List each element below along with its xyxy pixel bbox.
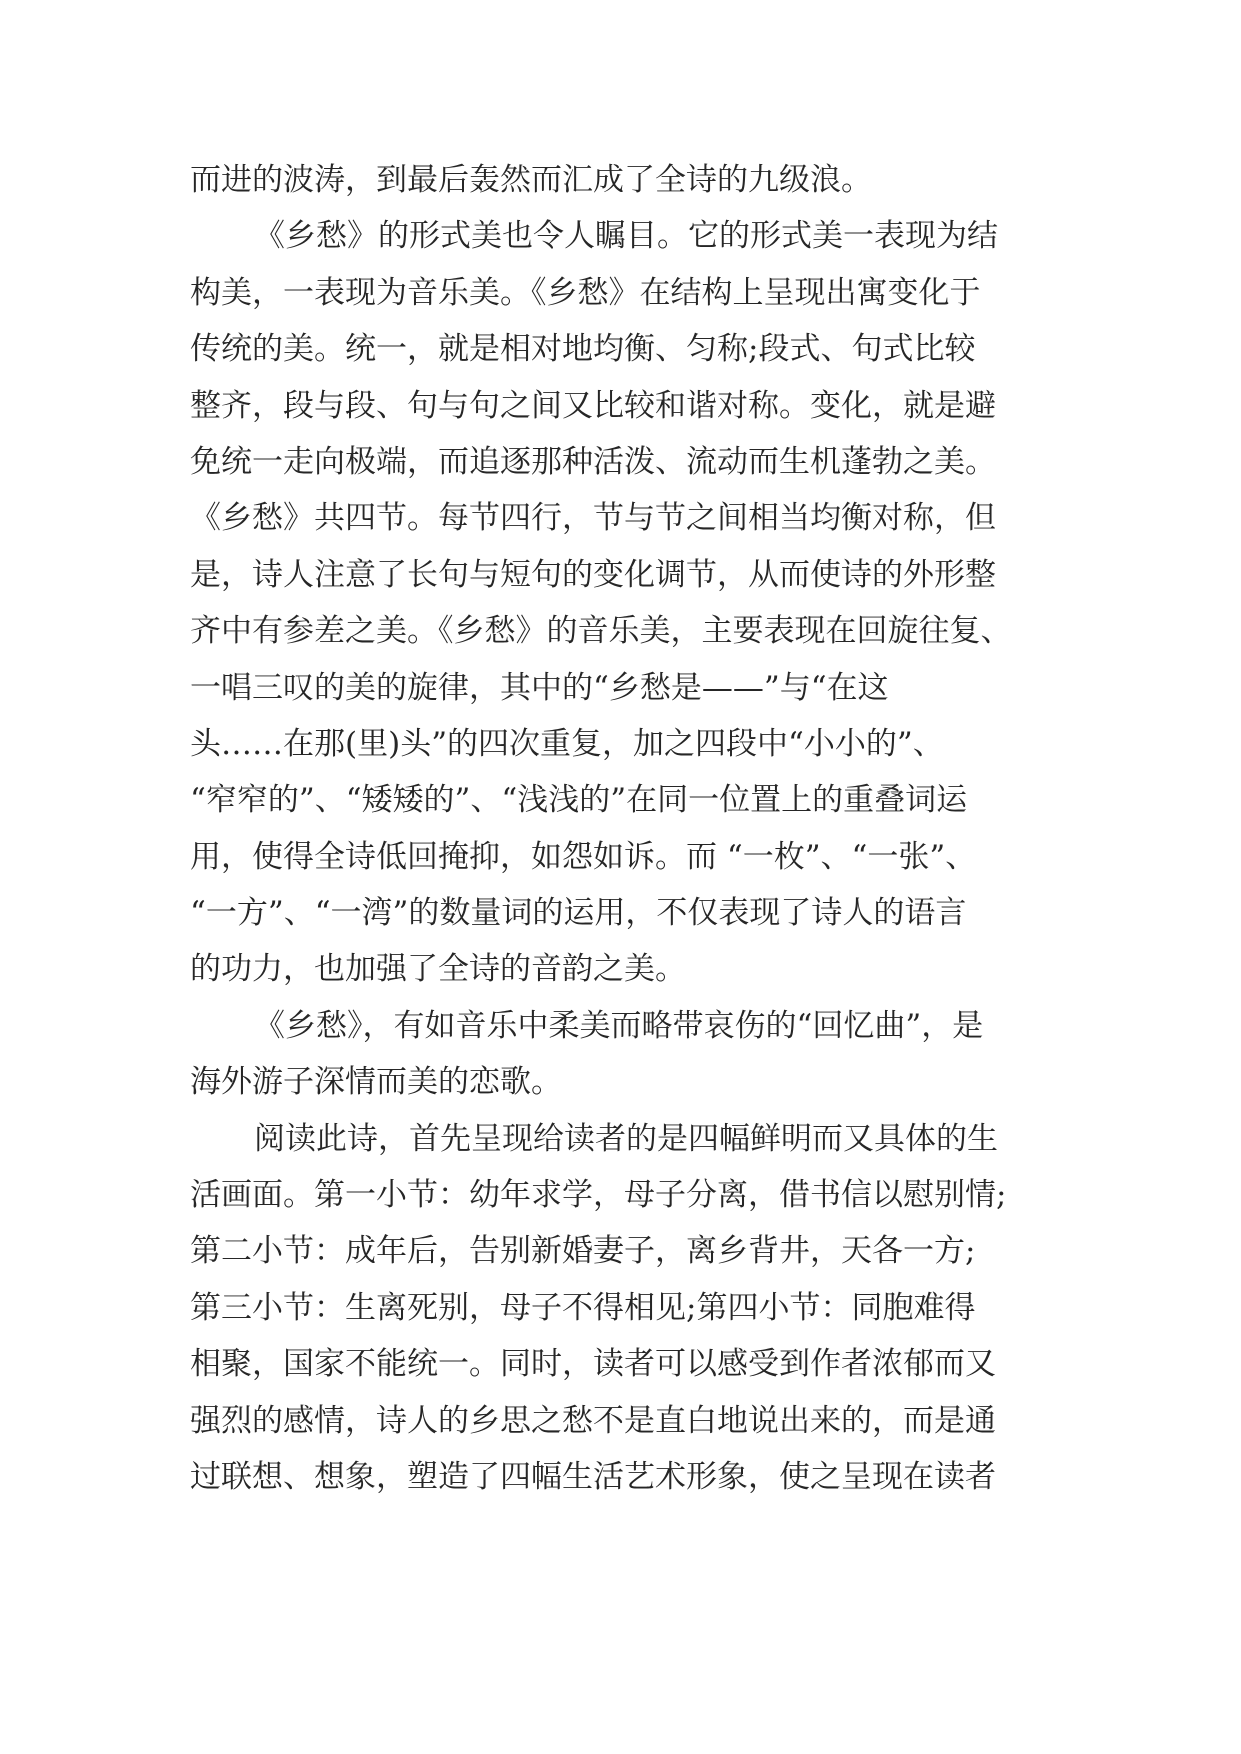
text-line: 是，诗人注意了长句与短句的变化调节，从而使诗的外形整 (190, 556, 996, 593)
text-line: 海外游子深情而美的恋歌。 (190, 1064, 562, 1101)
text-line: 传统的美。统一，就是相对地均衡、匀称;段式、句式比较 (190, 331, 976, 368)
text-line: “窄窄的”、“矮矮的”、“浅浅的”在同一位置上的重叠词运 (190, 782, 968, 819)
text-line: 《乡愁》的形式美也令人瞩目。它的形式美一表现为结 (254, 218, 998, 255)
text-line: 齐中有参差之美。《乡愁》的音乐美，主要表现在回旋往复、 (190, 613, 1012, 650)
text-line: 构美，一表现为音乐美。《乡愁》在结构上呈现出寓变化于 (190, 274, 981, 311)
text-line: 阅读此诗，首先呈现给读者的是四幅鲜明而又具体的生 (254, 1120, 998, 1157)
text-line: 相聚，国家不能统一。同时，读者可以感受到作者浓郁而又 (190, 1346, 996, 1383)
text-line: “一方”、“一湾”的数量词的运用，不仅表现了诗人的语言 (190, 895, 967, 932)
text-line: 活画面。第一小节：幼年求学，母子分离，借书信以慰别情; (190, 1177, 1007, 1214)
text-line: 强烈的感情，诗人的乡思之愁不是直白地说出来的，而是通 (190, 1402, 996, 1439)
text-line: 第三小节：生离死别，母子不得相见;第四小节：同胞难得 (190, 1289, 976, 1326)
text-line: 一唱三叹的美的旋律，其中的“乡愁是——”与“在这 (190, 669, 889, 706)
text-line: 的功力，也加强了全诗的音韵之美。 (190, 951, 686, 988)
text-line: 《乡愁》共四节。每节四行，节与节之间相当均衡对称，但 (190, 500, 996, 537)
text-line: 免统一走向极端，而追逐那种活泼、流动而生机蓬勃之美。 (190, 443, 996, 480)
text-line: 整齐，段与段、句与句之间又比较和谐对称。变化，就是避 (190, 387, 996, 424)
text-line: 第二小节：成年后，告别新婚妻子，离乡背井，天各一方; (190, 1233, 976, 1270)
text-line: 而进的波涛，到最后轰然而汇成了全诗的九级浪。 (190, 162, 872, 198)
document-body-text (190, 152, 1070, 1505)
text-line: 用，使得全诗低回掩抑，如怨如诉。而 “一枚”、“一张”、 (190, 838, 977, 875)
text-line: 《乡愁》，有如音乐中柔美而略带哀伤的“回忆曲”，是 (254, 1007, 984, 1044)
text-line: 过联想、想象，塑造了四幅生活艺术形象，使之呈现在读者 (190, 1458, 996, 1495)
text-line: 头……在那(里)头”的四次重复，加之四段中“小小的”、 (190, 725, 944, 762)
